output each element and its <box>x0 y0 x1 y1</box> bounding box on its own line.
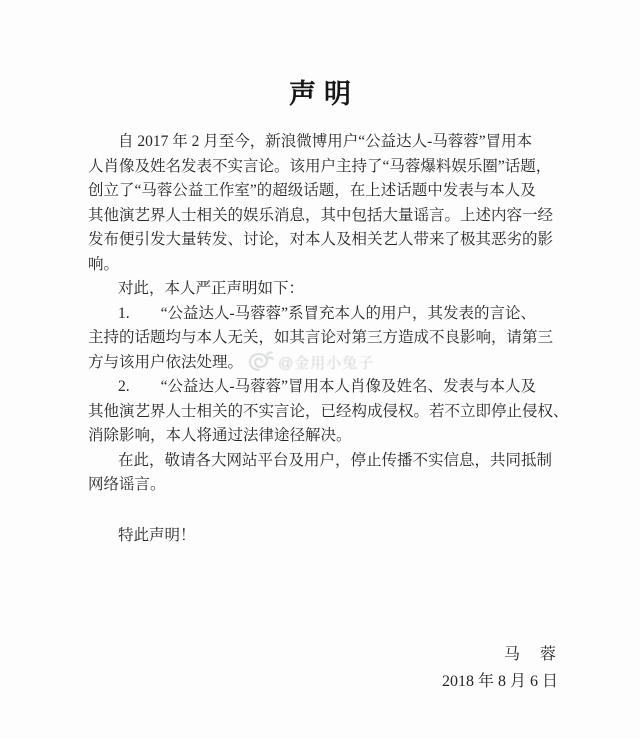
body-line: 1. “公益达人-马蓉蓉”系冒充本人的用户，其发表的言论、 <box>118 304 537 322</box>
body-line: 其他演艺界人士相关的娱乐消息，其中包括大量谣言。上述内容一经 <box>88 206 554 224</box>
body-line: 网络谣言。 <box>88 476 166 493</box>
body-line: 创立了“马蓉公益工作室”的超级话题，在上述话题中发表与本人及 <box>88 182 536 199</box>
signature-block <box>442 641 558 695</box>
signature-date: 2018 年 8 月 6 日 <box>441 673 558 690</box>
body-line: 在此，敬请各大网站平台及用户，停止传播不实信息，共同抵制 <box>118 451 553 469</box>
statement-body <box>88 130 569 548</box>
body-line: 2. “公益达人-马蓉蓉”冒用本人肖像及姓名、发表与本人及 <box>118 378 537 395</box>
body-line: 其他演艺界人士相关的不实言论，已经构成侵权。若不立即停止侵权、 <box>88 402 569 420</box>
body-line: 对此，本人严正声明如下： <box>118 280 305 297</box>
body-line: 人肖像及姓名发表不实言论。该用户主持了“马蓉爆料娱乐圈”话题， <box>88 157 552 175</box>
body-line: 消除影响，本人将通过法律途径解决。 <box>88 427 352 444</box>
document-title: 声明 <box>289 79 359 109</box>
body-line: 自 2017 年 2 月至今，新浪微博用户“公益达人-马蓉蓉”冒用本 <box>118 133 533 150</box>
body-line: 主持的话题均与本人无关，如其言论对第三方造成不良影响，请第三 <box>88 329 554 346</box>
body-line: 发布便引发大量转发、讨论，对本人及相关艺人带来了极其恶劣的影 <box>88 231 554 248</box>
body-line: 方与该用户依法处理。 <box>88 353 244 371</box>
body-line: 响。 <box>88 255 120 273</box>
watermark-text: @金用小兔子 <box>278 354 375 372</box>
body-line-spacer <box>88 498 566 524</box>
signature-name: 马 蓉 <box>503 646 558 663</box>
body-line: 特此声明！ <box>118 526 196 544</box>
